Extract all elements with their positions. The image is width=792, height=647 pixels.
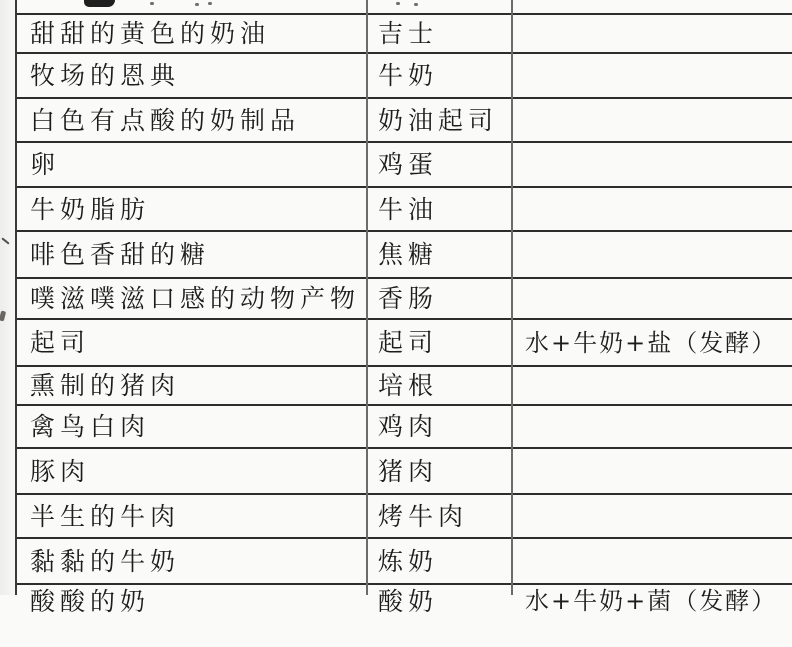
partial-stroke-fragment [414, 3, 418, 6]
table-row [15, 318, 792, 365]
table-row [15, 230, 792, 277]
table-row [15, 52, 792, 97]
table-left-border [15, 0, 17, 595]
table-row [15, 493, 792, 537]
table-row [15, 404, 792, 447]
food-name-cell: 牛奶 [378, 61, 439, 90]
recipe-cell: 水+牛奶+盐（发酵） [525, 328, 778, 357]
clue-cell: 禽鸟白肉 [30, 412, 151, 441]
clue-cell: 牛奶脂肪 [30, 194, 151, 224]
clue-cell: 熏制的猪肉 [30, 371, 181, 400]
table-row [15, 365, 792, 404]
clue-cell: 牧场的恩典 [30, 61, 181, 90]
partial-stroke-fragment [396, 2, 400, 5]
food-name-cell: 鸡肉 [378, 412, 439, 441]
table-row [15, 97, 792, 141]
cutoff-bottom-row [15, 583, 792, 643]
food-name-cell: 牛油 [378, 194, 439, 224]
table-row [15, 13, 792, 52]
partial-stroke-fragment [150, 2, 154, 5]
table-row [15, 141, 792, 186]
column-divider [366, 0, 368, 595]
food-name-cell: 酸奶 [378, 587, 439, 616]
food-name-cell: 焦糖 [378, 240, 439, 269]
partial-stroke-fragment [195, 3, 199, 6]
food-name-cell: 奶油起司 [378, 105, 499, 135]
food-name-cell: 香肠 [378, 284, 439, 313]
food-name-cell: 猪肉 [378, 456, 439, 486]
table-row [15, 186, 792, 230]
clue-cell: 啡色香甜的糖 [30, 240, 211, 269]
food-name-cell: 炼奶 [378, 546, 439, 576]
clue-cell: 噗滋噗滋口感的动物产物 [30, 284, 361, 313]
clue-cell: 白色有点酸的奶制品 [30, 105, 301, 135]
clue-cell: 黏黏的牛奶 [30, 546, 181, 576]
column-divider [511, 0, 513, 595]
table-row [15, 537, 792, 583]
food-name-cell: 培根 [378, 371, 439, 400]
clue-cell: 卵 [30, 150, 61, 179]
partial-stroke-fragment [208, 2, 212, 5]
partial-stroke-fragment [84, 0, 115, 7]
table-row [15, 277, 792, 318]
page-edge-shade [0, 0, 15, 595]
clue-cell: 起司 [30, 328, 91, 357]
clue-cell: 豚肉 [30, 456, 91, 486]
food-name-cell: 烤牛肉 [378, 501, 469, 531]
food-name-cell: 鸡蛋 [378, 150, 439, 179]
food-name-cell: 起司 [378, 328, 439, 357]
table-row [15, 447, 792, 493]
clue-cell: 酸酸的奶 [30, 587, 151, 616]
clue-cell: 甜甜的黄色的奶油 [30, 19, 271, 48]
recipe-cell: 水+牛奶+菌（发酵） [525, 587, 778, 615]
clue-cell: 半生的牛肉 [30, 501, 181, 531]
food-name-cell: 吉士 [378, 19, 439, 48]
